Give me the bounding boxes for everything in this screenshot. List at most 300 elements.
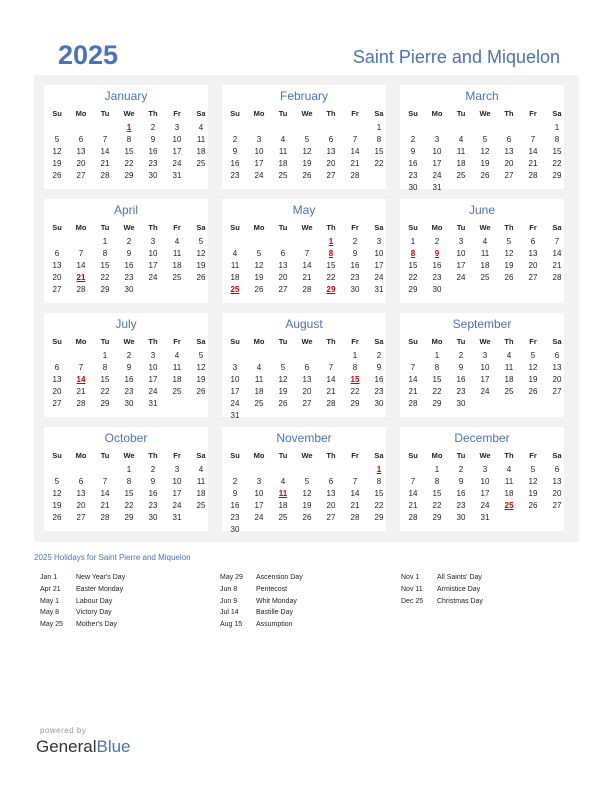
day-cell: 3: [458, 237, 464, 246]
day-cell: 11: [254, 375, 264, 384]
day-cell: 29: [408, 285, 418, 294]
day-cell: 9: [410, 147, 416, 156]
weekday-header: We: [123, 223, 135, 232]
day-cell: 24: [148, 273, 158, 282]
holiday-day: 29: [326, 285, 336, 294]
weekday-header: Th: [326, 337, 336, 346]
day-cell: 31: [172, 513, 182, 522]
day-cell: 28: [408, 399, 418, 408]
day-cell: 18: [480, 261, 490, 270]
day-cell: 22: [124, 501, 134, 510]
month-march: [400, 85, 564, 192]
weekday-header: Mo: [253, 337, 265, 346]
weekday-header: We: [123, 337, 135, 346]
month-name: June: [468, 203, 496, 217]
weekday-header: Fr: [173, 451, 181, 460]
day-cell: 7: [102, 477, 108, 486]
day-cell: 3: [376, 237, 382, 246]
day-cell: 14: [350, 489, 360, 498]
holidays-title: 2025 Holidays for Saint Pierre and Miquelon: [34, 553, 191, 562]
day-cell: 16: [374, 375, 384, 384]
day-cell: 17: [374, 261, 384, 270]
day-cell: 23: [456, 387, 466, 396]
day-cell: 13: [504, 147, 514, 156]
day-cell: 12: [196, 249, 206, 258]
day-cell: 2: [126, 237, 132, 246]
day-cell: 21: [552, 261, 562, 270]
month-name: April: [113, 203, 138, 217]
weekday-header: Sa: [196, 451, 206, 460]
weekday-header: We: [479, 337, 491, 346]
month-name: August: [285, 317, 323, 331]
day-cell: 25: [504, 387, 514, 396]
day-cell: 13: [302, 375, 312, 384]
month-september: [400, 313, 564, 417]
day-cell: 5: [280, 363, 286, 372]
day-cell: 4: [174, 237, 180, 246]
day-cell: 27: [504, 171, 514, 180]
day-cell: 20: [76, 501, 86, 510]
weekday-header: Tu: [456, 109, 466, 118]
day-cell: 27: [52, 285, 62, 294]
day-cell: 12: [528, 477, 538, 486]
weekday-header: Th: [148, 109, 158, 118]
holiday-day: 11: [278, 489, 288, 498]
day-cell: 23: [374, 387, 384, 396]
weekday-header: Th: [504, 337, 514, 346]
day-cell: 17: [172, 489, 182, 498]
holiday-name: Easter Monday: [76, 585, 124, 593]
weekday-header: Th: [504, 451, 514, 460]
day-cell: 8: [352, 363, 358, 372]
day-cell: 9: [458, 477, 464, 486]
month-name: March: [465, 89, 499, 103]
day-cell: 22: [350, 387, 360, 396]
weekday-header: Mo: [253, 223, 265, 232]
day-cell: 18: [254, 387, 264, 396]
day-cell: 28: [76, 399, 86, 408]
day-cell: 3: [150, 237, 156, 246]
day-cell: 24: [254, 171, 264, 180]
day-cell: 26: [302, 171, 312, 180]
weekday-header: Sa: [552, 223, 562, 232]
day-cell: 24: [480, 501, 490, 510]
weekday-header: We: [123, 451, 135, 460]
day-cell: 12: [278, 375, 288, 384]
day-cell: 9: [232, 489, 238, 498]
day-cell: 17: [172, 147, 182, 156]
day-cell: 12: [302, 147, 312, 156]
day-cell: 29: [374, 513, 384, 522]
day-cell: 20: [326, 159, 336, 168]
day-cell: 1: [352, 351, 358, 360]
holiday-name: New Year's Day: [76, 574, 126, 581]
weekday-header: Mo: [75, 337, 87, 346]
day-cell: 24: [480, 387, 490, 396]
weekday-header: Su: [52, 337, 62, 346]
day-cell: 15: [432, 489, 442, 498]
day-cell: 15: [100, 375, 110, 384]
day-cell: 6: [328, 477, 334, 486]
day-cell: 18: [196, 489, 206, 498]
day-cell: 24: [374, 273, 384, 282]
weekday-header: Tu: [278, 223, 288, 232]
holiday-date: Jun 8: [220, 585, 238, 593]
brand-logo[interactable]: [36, 737, 131, 757]
weekday-header: Sa: [374, 337, 384, 346]
day-cell: 28: [302, 285, 312, 294]
day-cell: 17: [148, 261, 158, 270]
day-cell: 18: [196, 147, 206, 156]
day-cell: 29: [100, 285, 110, 294]
weekday-header: Fr: [173, 337, 181, 346]
day-cell: 17: [230, 387, 240, 396]
weekday-header: Tu: [100, 337, 110, 346]
day-cell: 2: [150, 465, 156, 474]
day-cell: 27: [326, 513, 336, 522]
day-cell: 14: [350, 147, 360, 156]
day-cell: 16: [124, 375, 134, 384]
holiday-date: Nov 11: [401, 585, 423, 593]
day-cell: 7: [328, 363, 334, 372]
day-cell: 4: [506, 351, 512, 360]
weekday-header: Mo: [431, 223, 443, 232]
day-cell: 21: [100, 501, 110, 510]
weekday-header: Th: [326, 223, 336, 232]
day-cell: 9: [232, 147, 238, 156]
day-cell: 2: [232, 135, 238, 144]
day-cell: 27: [552, 387, 562, 396]
day-cell: 22: [552, 159, 562, 168]
holiday-date: Nov 1: [401, 574, 420, 581]
day-cell: 8: [126, 135, 132, 144]
day-cell: 3: [482, 465, 488, 474]
day-cell: 9: [126, 249, 132, 258]
weekday-header: Fr: [529, 337, 537, 346]
day-cell: 17: [148, 375, 158, 384]
month-april: [44, 199, 208, 303]
month-august: [222, 313, 386, 420]
day-cell: 14: [408, 489, 418, 498]
month-name: January: [104, 89, 148, 103]
weekday-header: Mo: [75, 223, 87, 232]
month-october: [44, 427, 208, 531]
holiday-name: Assumption: [256, 621, 293, 629]
day-cell: 27: [278, 285, 288, 294]
weekday-header: We: [301, 337, 313, 346]
day-cell: 8: [102, 249, 108, 258]
day-cell: 29: [124, 513, 134, 522]
weekday-header: We: [123, 109, 135, 118]
day-cell: 25: [172, 387, 182, 396]
day-cell: 6: [554, 351, 560, 360]
day-cell: 13: [278, 261, 288, 270]
day-cell: 6: [304, 363, 310, 372]
day-cell: 21: [408, 387, 418, 396]
powered-by-text: powered by: [40, 726, 87, 735]
day-cell: 27: [528, 273, 538, 282]
day-cell: 12: [254, 261, 264, 270]
day-cell: 13: [326, 147, 336, 156]
day-cell: 22: [432, 501, 442, 510]
day-cell: 15: [326, 261, 336, 270]
holiday-name: Mother's Day: [76, 621, 118, 629]
day-cell: 4: [174, 351, 180, 360]
day-cell: 19: [528, 375, 538, 384]
day-cell: 26: [52, 171, 62, 180]
day-cell: 26: [278, 399, 288, 408]
holiday-name: Armistice Day: [437, 585, 481, 593]
weekday-header: Th: [148, 223, 158, 232]
day-cell: 27: [552, 501, 562, 510]
holiday-day: 1: [126, 123, 132, 132]
day-cell: 15: [100, 261, 110, 270]
day-cell: 6: [554, 465, 560, 474]
day-cell: 24: [148, 387, 158, 396]
day-cell: 26: [528, 387, 538, 396]
day-cell: 3: [174, 465, 180, 474]
month-name: July: [115, 317, 137, 331]
day-cell: 6: [530, 237, 536, 246]
weekday-header: Su: [230, 451, 240, 460]
day-cell: 30: [124, 285, 134, 294]
weekday-header: Fr: [529, 223, 537, 232]
day-cell: 30: [456, 399, 466, 408]
day-cell: 29: [350, 399, 360, 408]
day-cell: 25: [196, 501, 206, 510]
weekday-header: Mo: [431, 451, 443, 460]
day-cell: 17: [254, 159, 264, 168]
day-cell: 19: [528, 489, 538, 498]
day-cell: 15: [552, 147, 562, 156]
day-cell: 14: [100, 489, 110, 498]
day-cell: 25: [278, 513, 288, 522]
day-cell: 28: [408, 513, 418, 522]
month-name: September: [452, 317, 512, 331]
day-cell: 17: [480, 489, 490, 498]
day-cell: 5: [304, 477, 310, 486]
day-cell: 24: [172, 501, 182, 510]
day-cell: 16: [432, 261, 442, 270]
day-cell: 24: [456, 273, 466, 282]
day-cell: 11: [480, 249, 490, 258]
day-cell: 3: [434, 135, 440, 144]
day-cell: 18: [278, 159, 288, 168]
day-cell: 10: [480, 363, 490, 372]
holiday-day: 25: [504, 501, 514, 510]
day-cell: 15: [374, 489, 384, 498]
day-cell: 17: [254, 501, 264, 510]
weekday-header: Sa: [552, 451, 562, 460]
day-cell: 6: [506, 135, 512, 144]
month-may: [222, 199, 386, 303]
month-name: December: [454, 431, 510, 445]
day-cell: 8: [554, 135, 560, 144]
weekday-header: Tu: [278, 109, 288, 118]
day-cell: 23: [230, 171, 240, 180]
year-title: 2025: [58, 40, 119, 70]
day-cell: 14: [302, 261, 312, 270]
day-cell: 6: [78, 135, 84, 144]
day-cell: 10: [148, 249, 158, 258]
day-cell: 18: [504, 375, 514, 384]
day-cell: 7: [78, 363, 84, 372]
day-cell: 20: [302, 387, 312, 396]
day-cell: 30: [456, 513, 466, 522]
holiday-day: 8: [410, 249, 416, 258]
holiday-date: Jul 14: [220, 609, 239, 617]
day-cell: 20: [76, 159, 86, 168]
day-cell: 10: [254, 147, 264, 156]
day-cell: 4: [198, 465, 204, 474]
day-cell: 18: [456, 159, 466, 168]
month-january: [44, 85, 208, 189]
day-cell: 21: [326, 387, 336, 396]
weekday-header: Sa: [552, 109, 562, 118]
holiday-name: Pentecost: [256, 585, 288, 593]
weekday-header: Sa: [196, 223, 206, 232]
weekday-header: Tu: [100, 109, 110, 118]
day-cell: 13: [326, 489, 336, 498]
day-cell: 26: [504, 273, 514, 282]
holiday-day: 1: [376, 465, 382, 474]
day-cell: 11: [456, 147, 466, 156]
day-cell: 12: [52, 489, 62, 498]
holiday-date: May 25: [40, 621, 63, 629]
day-cell: 23: [148, 501, 158, 510]
weekday-header: Th: [504, 223, 514, 232]
day-cell: 15: [374, 147, 384, 156]
day-cell: 19: [196, 375, 206, 384]
month-june: [400, 199, 564, 303]
day-cell: 13: [528, 249, 538, 258]
day-cell: 21: [528, 159, 538, 168]
day-cell: 21: [350, 501, 360, 510]
weekday-header: Th: [326, 451, 336, 460]
weekday-header: Fr: [351, 223, 359, 232]
day-cell: 22: [124, 159, 134, 168]
day-cell: 20: [552, 489, 562, 498]
day-cell: 23: [148, 159, 158, 168]
holiday-name: Christmas Day: [437, 597, 483, 605]
day-cell: 26: [302, 513, 312, 522]
weekday-header: Su: [230, 109, 240, 118]
weekday-header: We: [479, 451, 491, 460]
day-cell: 26: [254, 285, 264, 294]
day-cell: 30: [148, 513, 158, 522]
day-cell: 27: [326, 171, 336, 180]
day-cell: 19: [196, 261, 206, 270]
holiday-name: Whit Monday: [256, 597, 297, 605]
month-november: [222, 427, 386, 534]
day-cell: 10: [456, 249, 466, 258]
weekday-header: Su: [408, 337, 418, 346]
day-cell: 18: [230, 273, 240, 282]
day-cell: 21: [408, 501, 418, 510]
day-cell: 12: [52, 147, 62, 156]
day-cell: 1: [434, 351, 440, 360]
day-cell: 5: [54, 135, 60, 144]
day-cell: 5: [256, 249, 262, 258]
day-cell: 13: [52, 261, 62, 270]
day-cell: 24: [230, 399, 240, 408]
day-cell: 5: [530, 465, 536, 474]
day-cell: 9: [376, 363, 382, 372]
day-cell: 21: [100, 159, 110, 168]
month-name: May: [292, 203, 316, 217]
weekday-header: Tu: [100, 223, 110, 232]
day-cell: 25: [480, 273, 490, 282]
holiday-day: 8: [328, 249, 334, 258]
day-cell: 4: [232, 249, 238, 258]
day-cell: 14: [76, 261, 86, 270]
day-cell: 15: [124, 489, 134, 498]
day-cell: 22: [100, 387, 110, 396]
day-cell: 16: [456, 375, 466, 384]
day-cell: 27: [52, 399, 62, 408]
day-cell: 8: [434, 477, 440, 486]
day-cell: 30: [432, 285, 442, 294]
day-cell: 30: [408, 183, 418, 192]
day-cell: 30: [374, 399, 384, 408]
day-cell: 26: [52, 513, 62, 522]
day-cell: 23: [230, 513, 240, 522]
day-cell: 30: [350, 285, 360, 294]
holiday-name: Victory Day: [76, 609, 112, 617]
holiday-date: May 1: [40, 597, 60, 605]
day-cell: 29: [100, 399, 110, 408]
day-cell: 23: [432, 273, 442, 282]
day-cell: 3: [174, 123, 180, 132]
day-cell: 13: [76, 489, 86, 498]
holiday-date: Jun 9: [220, 597, 238, 605]
brand-general: General: [36, 737, 97, 756]
weekday-header: Tu: [456, 223, 466, 232]
day-cell: 28: [76, 285, 86, 294]
day-cell: 16: [148, 489, 158, 498]
day-cell: 25: [172, 273, 182, 282]
day-cell: 7: [410, 363, 416, 372]
day-cell: 8: [376, 477, 382, 486]
day-cell: 31: [432, 183, 442, 192]
day-cell: 26: [196, 273, 206, 282]
day-cell: 16: [456, 489, 466, 498]
day-cell: 23: [408, 171, 418, 180]
day-cell: 1: [434, 465, 440, 474]
weekday-header: Th: [326, 109, 336, 118]
day-cell: 22: [374, 159, 384, 168]
day-cell: 16: [350, 261, 360, 270]
day-cell: 5: [482, 135, 488, 144]
day-cell: 12: [504, 249, 514, 258]
day-cell: 19: [52, 159, 62, 168]
day-cell: 11: [196, 135, 206, 144]
day-cell: 9: [352, 249, 358, 258]
day-cell: 4: [482, 237, 488, 246]
weekday-header: Mo: [75, 451, 87, 460]
day-cell: 27: [302, 399, 312, 408]
day-cell: 6: [54, 363, 60, 372]
holiday-name: Labour Day: [76, 597, 113, 605]
day-cell: 6: [78, 477, 84, 486]
day-cell: 28: [528, 171, 538, 180]
day-cell: 19: [254, 273, 264, 282]
day-cell: 1: [126, 465, 132, 474]
day-cell: 23: [350, 273, 360, 282]
day-cell: 24: [254, 513, 264, 522]
weekday-header: Sa: [196, 109, 206, 118]
day-cell: 2: [126, 351, 132, 360]
